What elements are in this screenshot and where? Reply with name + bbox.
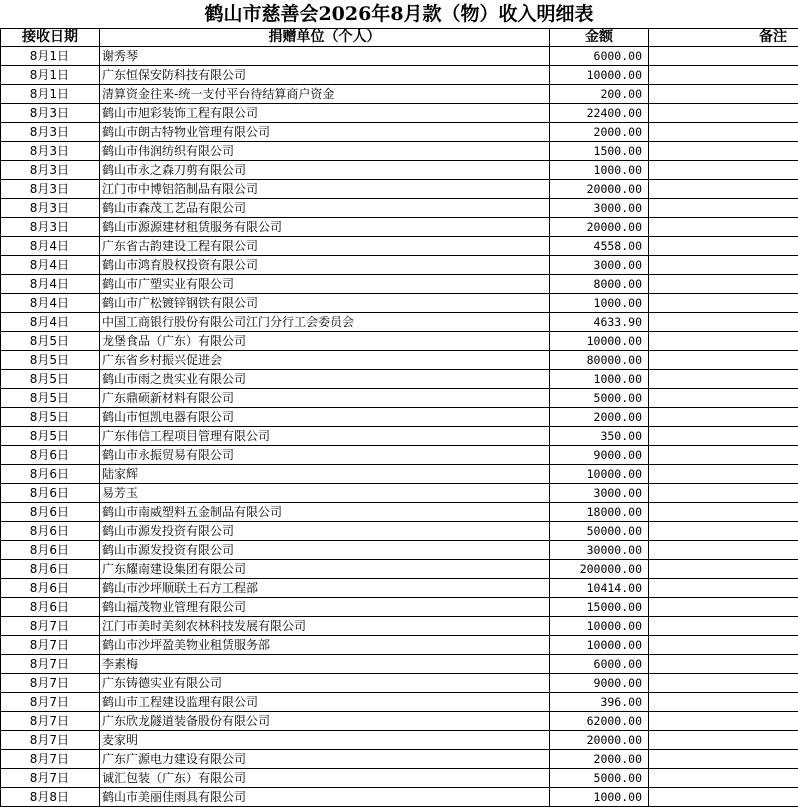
date-cell[interactable]: 8月4日 — [1, 313, 100, 332]
amount-cell[interactable]: 2000.00 — [550, 408, 649, 427]
note-cell[interactable] — [649, 351, 798, 370]
date-cell[interactable]: 8月3日 — [1, 142, 100, 161]
table-row — [1, 560, 798, 579]
note-cell[interactable] — [649, 693, 798, 712]
amount-cell[interactable]: 1500.00 — [550, 142, 649, 161]
donor-cell[interactable]: 广东鼎硕新材料有限公司 — [100, 389, 550, 408]
table-row — [1, 104, 798, 123]
table-row — [1, 47, 798, 66]
donor-cell[interactable]: 广东恒保安防科技有限公司 — [100, 66, 550, 85]
donor-cell[interactable]: 麦家明 — [100, 731, 550, 750]
table-row — [1, 66, 798, 85]
date-cell[interactable]: 8月6日 — [1, 579, 100, 598]
amount-cell[interactable]: 9000.00 — [550, 674, 649, 693]
donor-cell[interactable]: 鹤山市源发投资有限公司 — [100, 522, 550, 541]
note-cell[interactable] — [649, 788, 798, 807]
date-cell[interactable]: 8月4日 — [1, 256, 100, 275]
date-cell[interactable]: 8月4日 — [1, 294, 100, 313]
date-cell[interactable]: 8月6日 — [1, 598, 100, 617]
donor-cell[interactable]: 鹤山市源源建材租赁服务有限公司 — [100, 218, 550, 237]
amount-cell[interactable]: 10000.00 — [550, 636, 649, 655]
donor-cell[interactable]: 鹤山市旭彩装饰工程有限公司 — [100, 104, 550, 123]
note-cell[interactable] — [649, 769, 798, 788]
table-row — [1, 617, 798, 636]
table-row — [1, 408, 798, 427]
note-cell[interactable] — [649, 104, 798, 123]
amount-cell[interactable]: 15000.00 — [550, 598, 649, 617]
date-cell[interactable]: 8月4日 — [1, 237, 100, 256]
table-row — [1, 788, 798, 807]
table-row — [1, 427, 798, 446]
donor-cell[interactable]: 江门市美时美刻农林科技发展有限公司 — [100, 617, 550, 636]
donor-cell[interactable]: 鹤山市森茂工艺品有限公司 — [100, 199, 550, 218]
donor-cell[interactable]: 鹤山市广塑实业有限公司 — [100, 275, 550, 294]
table-row — [1, 199, 798, 218]
amount-cell[interactable]: 3000.00 — [550, 484, 649, 503]
donor-cell[interactable]: 龙堡食品（广东）有限公司 — [100, 332, 550, 351]
date-cell[interactable]: 8月5日 — [1, 408, 100, 427]
donation-table — [0, 28, 798, 807]
donor-cell[interactable]: 陆家辉 — [100, 465, 550, 484]
table-row — [1, 465, 798, 484]
note-cell[interactable] — [649, 484, 798, 503]
donor-cell[interactable]: 李素梅 — [100, 655, 550, 674]
amount-cell[interactable]: 22400.00 — [550, 104, 649, 123]
amount-cell[interactable]: 2000.00 — [550, 750, 649, 769]
amount-cell[interactable]: 20000.00 — [550, 218, 649, 237]
table-row — [1, 332, 798, 351]
amount-cell[interactable]: 30000.00 — [550, 541, 649, 560]
amount-cell[interactable]: 10000.00 — [550, 617, 649, 636]
table-row — [1, 712, 798, 731]
donor-cell[interactable]: 鹤山市源发投资有限公司 — [100, 541, 550, 560]
note-cell[interactable] — [649, 503, 798, 522]
donor-cell[interactable]: 鹤山市鸿育股权投资有限公司 — [100, 256, 550, 275]
table-row — [1, 351, 798, 370]
table-row — [1, 731, 798, 750]
note-cell[interactable] — [649, 313, 798, 332]
donor-cell[interactable]: 广东欣龙隧道装备股份有限公司 — [100, 712, 550, 731]
date-cell[interactable]: 8月3日 — [1, 104, 100, 123]
table-row — [1, 142, 798, 161]
note-cell[interactable] — [649, 275, 798, 294]
amount-cell[interactable]: 10000.00 — [550, 66, 649, 85]
table-row — [1, 598, 798, 617]
note-cell[interactable] — [649, 66, 798, 85]
table-row — [1, 655, 798, 674]
column-header-date[interactable]: 接收日期 — [1, 29, 100, 47]
note-cell[interactable] — [649, 750, 798, 769]
amount-cell[interactable]: 10000.00 — [550, 465, 649, 484]
amount-cell[interactable]: 1000.00 — [550, 788, 649, 807]
donor-cell[interactable]: 鹤山市永振贸易有限公司 — [100, 446, 550, 465]
note-cell[interactable] — [649, 123, 798, 142]
date-cell[interactable]: 8月7日 — [1, 712, 100, 731]
donor-cell[interactable]: 鹤山市工程建设监理有限公司 — [100, 693, 550, 712]
date-cell[interactable]: 8月6日 — [1, 465, 100, 484]
date-cell[interactable]: 8月6日 — [1, 484, 100, 503]
note-cell[interactable] — [649, 85, 798, 104]
amount-cell[interactable]: 5000.00 — [550, 769, 649, 788]
date-cell[interactable]: 8月3日 — [1, 218, 100, 237]
date-cell[interactable]: 8月7日 — [1, 636, 100, 655]
note-cell[interactable] — [649, 560, 798, 579]
amount-cell[interactable]: 6000.00 — [550, 47, 649, 66]
donor-cell[interactable]: 江门市中博铝箔制品有限公司 — [100, 180, 550, 199]
table-row — [1, 123, 798, 142]
note-cell[interactable] — [649, 598, 798, 617]
date-cell[interactable]: 8月6日 — [1, 560, 100, 579]
note-cell[interactable] — [649, 655, 798, 674]
date-cell[interactable]: 8月5日 — [1, 351, 100, 370]
donor-cell[interactable]: 鹤山市雨之贵实业有限公司 — [100, 370, 550, 389]
table-row — [1, 446, 798, 465]
date-cell[interactable]: 8月7日 — [1, 731, 100, 750]
table-row — [1, 503, 798, 522]
donor-cell[interactable]: 鹤山市恒凯电器有限公司 — [100, 408, 550, 427]
amount-cell[interactable]: 6000.00 — [550, 655, 649, 674]
note-cell[interactable] — [649, 636, 798, 655]
date-cell[interactable]: 8月6日 — [1, 541, 100, 560]
date-cell[interactable]: 8月4日 — [1, 275, 100, 294]
note-cell[interactable] — [649, 389, 798, 408]
amount-cell[interactable]: 80000.00 — [550, 351, 649, 370]
date-cell[interactable]: 8月5日 — [1, 370, 100, 389]
note-cell[interactable] — [649, 294, 798, 313]
date-cell[interactable]: 8月1日 — [1, 85, 100, 104]
table-row — [1, 237, 798, 256]
donor-cell[interactable]: 鹤山市美丽佳雨具有限公司 — [100, 788, 550, 807]
note-cell[interactable] — [649, 674, 798, 693]
amount-cell[interactable]: 10414.00 — [550, 579, 649, 598]
amount-cell[interactable]: 1000.00 — [550, 161, 649, 180]
note-cell[interactable] — [649, 617, 798, 636]
note-cell[interactable] — [649, 712, 798, 731]
note-cell[interactable] — [649, 522, 798, 541]
note-cell[interactable] — [649, 579, 798, 598]
amount-cell[interactable]: 3000.00 — [550, 199, 649, 218]
column-header-amount[interactable]: 金额 — [550, 29, 649, 47]
note-cell[interactable] — [649, 180, 798, 199]
amount-cell[interactable]: 350.00 — [550, 427, 649, 446]
donor-cell[interactable]: 鹤山福茂物业管理有限公司 — [100, 598, 550, 617]
donor-cell[interactable]: 谢秀琴 — [100, 47, 550, 66]
note-cell[interactable] — [649, 427, 798, 446]
column-header-note[interactable]: 备注 — [649, 29, 798, 47]
date-cell[interactable]: 8月7日 — [1, 655, 100, 674]
date-cell[interactable]: 8月5日 — [1, 427, 100, 446]
table-row — [1, 769, 798, 788]
table-row — [1, 161, 798, 180]
date-cell[interactable]: 8月6日 — [1, 446, 100, 465]
date-cell[interactable]: 8月5日 — [1, 389, 100, 408]
donor-cell[interactable]: 鹤山市广松镀锌钢铁有限公司 — [100, 294, 550, 313]
note-cell[interactable] — [649, 408, 798, 427]
date-cell[interactable]: 8月3日 — [1, 123, 100, 142]
table-row — [1, 85, 798, 104]
note-cell[interactable] — [649, 332, 798, 351]
amount-cell[interactable]: 62000.00 — [550, 712, 649, 731]
donor-cell[interactable]: 鹤山市朗古特物业管理有限公司 — [100, 123, 550, 142]
table-row — [1, 693, 798, 712]
table-row — [1, 674, 798, 693]
table-row — [1, 256, 798, 275]
date-cell[interactable]: 8月7日 — [1, 617, 100, 636]
note-cell[interactable] — [649, 199, 798, 218]
donor-cell[interactable]: 广东广源电力建设有限公司 — [100, 750, 550, 769]
amount-cell[interactable]: 1000.00 — [550, 294, 649, 313]
table-row — [1, 313, 798, 332]
note-cell[interactable] — [649, 370, 798, 389]
donor-cell[interactable]: 广东省乡村振兴促进会 — [100, 351, 550, 370]
amount-cell[interactable]: 9000.00 — [550, 446, 649, 465]
donor-cell[interactable]: 广东伟信工程项目管理有限公司 — [100, 427, 550, 446]
donor-cell[interactable]: 鹤山市永之森刀剪有限公司 — [100, 161, 550, 180]
date-cell[interactable]: 8月7日 — [1, 750, 100, 769]
amount-cell[interactable]: 5000.00 — [550, 389, 649, 408]
note-cell[interactable] — [649, 218, 798, 237]
donor-cell[interactable]: 中国工商银行股份有限公司江门分行工会委员会 — [100, 313, 550, 332]
donor-cell[interactable]: 鹤山市南威塑料五金制品有限公司 — [100, 503, 550, 522]
date-cell[interactable]: 8月3日 — [1, 180, 100, 199]
amount-cell[interactable]: 396.00 — [550, 693, 649, 712]
table-row — [1, 294, 798, 313]
table-row — [1, 522, 798, 541]
note-cell[interactable] — [649, 47, 798, 66]
donor-cell[interactable]: 广东耀南建设集团有限公司 — [100, 560, 550, 579]
table-row — [1, 484, 798, 503]
amount-cell[interactable]: 20000.00 — [550, 180, 649, 199]
note-cell[interactable] — [649, 446, 798, 465]
note-cell[interactable] — [649, 142, 798, 161]
amount-cell[interactable]: 2000.00 — [550, 123, 649, 142]
note-cell[interactable] — [649, 237, 798, 256]
donor-cell[interactable]: 易芳玉 — [100, 484, 550, 503]
date-cell[interactable]: 8月3日 — [1, 199, 100, 218]
date-cell[interactable]: 8月7日 — [1, 769, 100, 788]
amount-cell[interactable]: 20000.00 — [550, 731, 649, 750]
note-cell[interactable] — [649, 541, 798, 560]
amount-cell[interactable]: 1000.00 — [550, 370, 649, 389]
date-cell[interactable]: 8月5日 — [1, 332, 100, 351]
donor-cell[interactable]: 清算资金往来-统一支付平台待结算商户资金 — [100, 85, 550, 104]
table-row — [1, 541, 798, 560]
donor-cell[interactable]: 鹤山市沙坪盈美物业租赁服务部 — [100, 636, 550, 655]
date-cell[interactable]: 8月3日 — [1, 161, 100, 180]
table-row — [1, 275, 798, 294]
table-row — [1, 750, 798, 769]
document-title: 鹤山市慈善会2026年8月款（物）收入明细表 — [204, 3, 594, 25]
table-row — [1, 579, 798, 598]
amount-cell[interactable]: 200000.00 — [550, 560, 649, 579]
donor-cell[interactable]: 诚汇包装（广东）有限公司 — [100, 769, 550, 788]
table-row — [1, 389, 798, 408]
donor-cell[interactable]: 广东省古韵建设工程有限公司 — [100, 237, 550, 256]
note-cell[interactable] — [649, 161, 798, 180]
date-cell[interactable]: 8月6日 — [1, 503, 100, 522]
table-row — [1, 180, 798, 199]
amount-cell[interactable]: 18000.00 — [550, 503, 649, 522]
date-cell[interactable]: 8月6日 — [1, 522, 100, 541]
date-cell[interactable]: 8月1日 — [1, 66, 100, 85]
note-cell[interactable] — [649, 256, 798, 275]
header-row — [1, 29, 798, 47]
amount-cell[interactable]: 3000.00 — [550, 256, 649, 275]
date-cell[interactable]: 8月1日 — [1, 47, 100, 66]
date-cell[interactable]: 8月8日 — [1, 788, 100, 807]
donor-cell[interactable]: 鹤山市沙坪顺联土石方工程部 — [100, 579, 550, 598]
amount-cell[interactable]: 4633.90 — [550, 313, 649, 332]
donor-cell[interactable]: 广东铸德实业有限公司 — [100, 674, 550, 693]
donor-cell[interactable]: 鹤山市伟润纺织有限公司 — [100, 142, 550, 161]
amount-cell[interactable]: 4558.00 — [550, 237, 649, 256]
amount-cell[interactable]: 200.00 — [550, 85, 649, 104]
table-row — [1, 218, 798, 237]
table-row — [1, 636, 798, 655]
note-cell[interactable] — [649, 465, 798, 484]
table-row — [1, 370, 798, 389]
date-cell[interactable]: 8月7日 — [1, 693, 100, 712]
note-cell[interactable] — [649, 731, 798, 750]
amount-cell[interactable]: 8000.00 — [550, 275, 649, 294]
amount-cell[interactable]: 10000.00 — [550, 332, 649, 351]
column-header-donor[interactable]: 捐赠单位（个人） — [100, 29, 550, 47]
date-cell[interactable]: 8月7日 — [1, 674, 100, 693]
amount-cell[interactable]: 50000.00 — [550, 522, 649, 541]
